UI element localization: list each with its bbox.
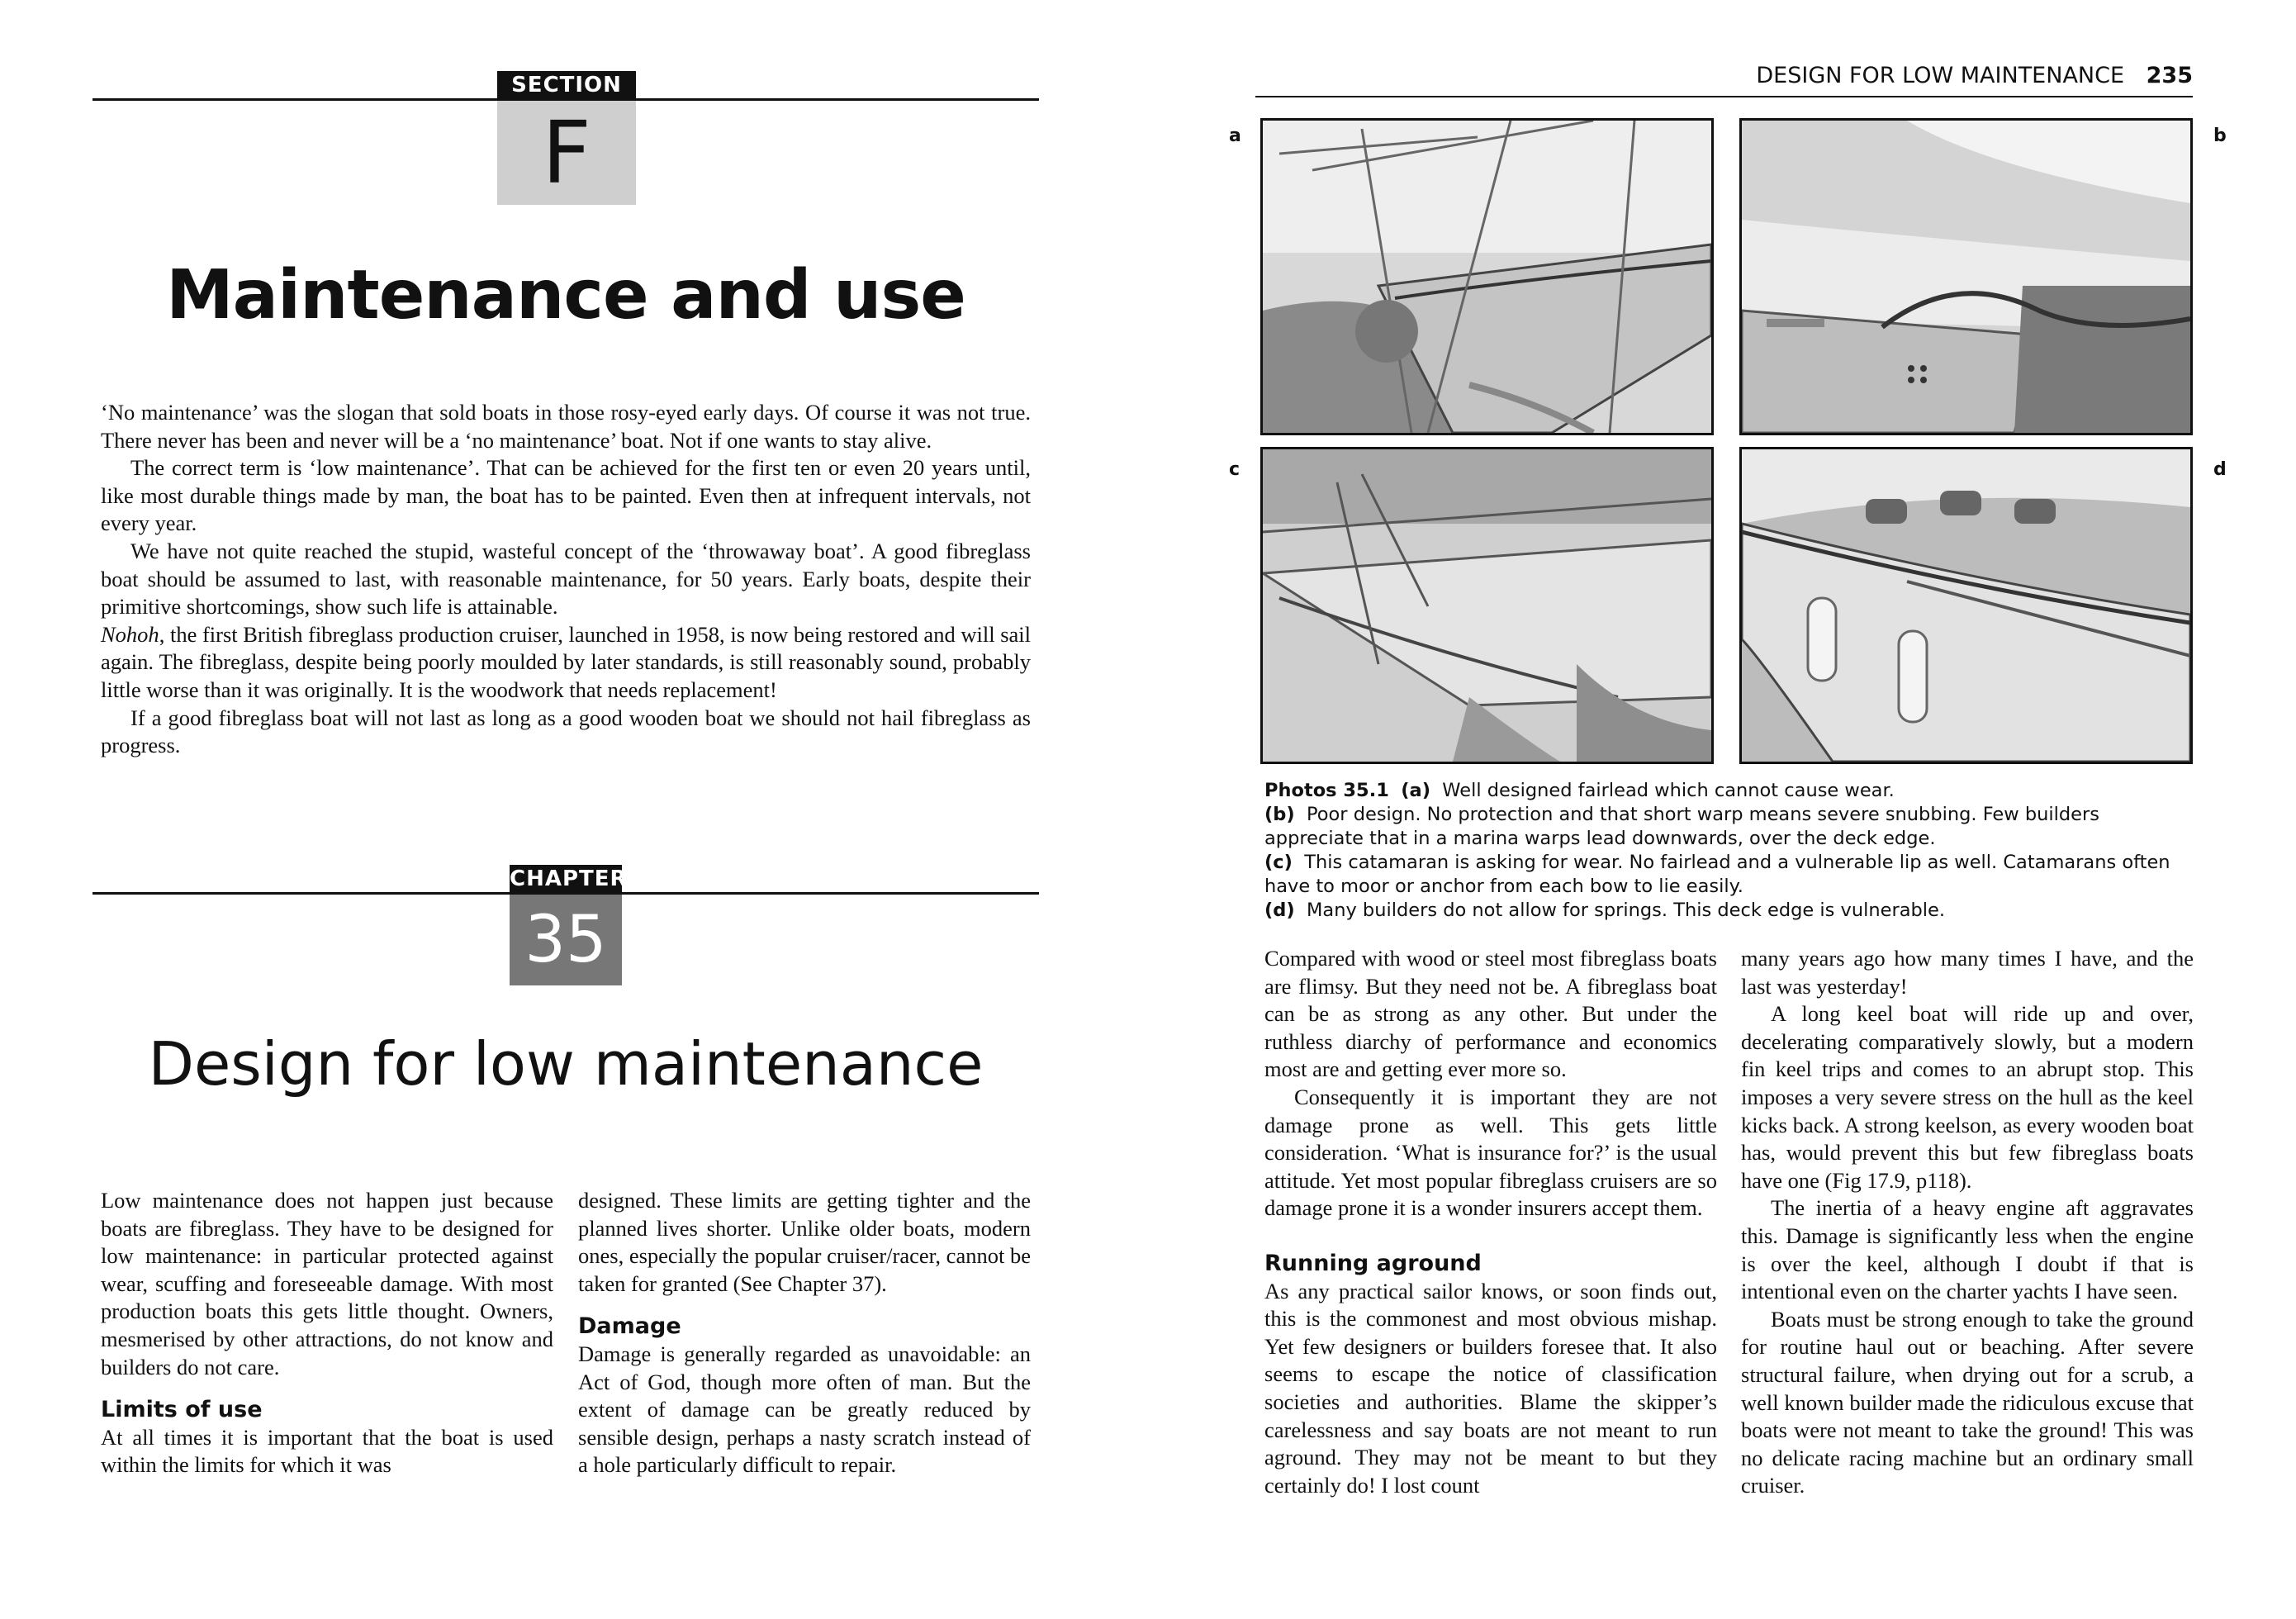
section-letter: F <box>542 102 591 203</box>
intro-text <box>101 399 1031 760</box>
intro-paragraph: The correct term is ‘low maintenance’. That can be achieved for the first ten or even 20 years until, like most durable things made by man, the boat has to be painted. Even then at infrequent intervals, not every year. <box>101 455 1031 536</box>
chapter-title: Design for low maintenance <box>148 1029 984 1099</box>
caption-line-c <box>1264 851 2194 899</box>
intro-paragraph: If a good fibreglass boat will not last as long as a good wooden boat we should not hail fibreglass as progress. <box>101 705 1031 758</box>
body-paragraph: Boats must be strong enough to take the ground for routine haul out or beaching. After severe structural failure, when drying out for a scrub, a well known builder made the ridiculous excuse that boats were not meant to take the ground! This was no delicate racing machine but an ordinary small cruiser. <box>1741 1306 2194 1498</box>
caption-text-b: Poor design. No protection and that short warp means severe snubbing. Few builders appreciate that in a marina warps lead downwards, over the deck edge. <box>1264 804 2099 849</box>
right-column-2 <box>1741 945 2194 1500</box>
intro-paragraph-nohoh-text: , the first British fibreglass production cruiser, launched in 1958, is now being restored and will sail again. The fibreglass, despite being poorly moulded by later standards, is still reasonably sound, probably little worse than it was originally. It is the woodwork that needs replacement! <box>101 621 1031 702</box>
catamaran-bow-image <box>1263 449 1711 762</box>
caption-text-c: This catamaran is asking for wear. No fairlead and a vulnerable lip as well. Catamarans often have to moor or anchor from each bow to lie easily. <box>1264 852 2170 897</box>
caption-lead: Photos 35.1 <box>1264 780 1389 801</box>
caption-text-a: Well designed fairlead which cannot cause wear. <box>1442 780 1895 801</box>
intro-paragraph: ‘No maintenance’ was the slogan that sold boats in those rosy-eyed early days. Of course it was not true. There never has been and never will be a ‘no maintenance’ boat. Not if one wants to stay alive. <box>101 400 1031 453</box>
subhead-limits-of-use: Limits of use <box>101 1397 263 1423</box>
caption-text-d: Many builders do not allow for springs. This deck edge is vulnerable. <box>1307 900 1946 921</box>
body-paragraph: Compared with wood or steel most fibreglass boats are flimsy. But they need not be. A fibreglass boat can be as strong as any other. But under the ruthless diarchy of performance and economics most are and getting ever more so. <box>1264 946 1717 1082</box>
photo-a-fairlead <box>1260 118 1714 435</box>
photo-caption <box>1264 779 2194 923</box>
body-paragraph: many years ago how many times I have, and the last was yesterday! <box>1741 946 2194 999</box>
body-paragraph: At all times it is important that the boat is used within the limits for which it was <box>101 1424 553 1478</box>
bow-fairlead-image <box>1263 121 1711 433</box>
photo-c-catamaran <box>1260 447 1714 764</box>
body-paragraph: As any practical sailor knows, or soon finds out, this is the commonest and most obvious mishap. Yet few designers or builders foresee that. It also seems to escape the notice of classification societies and authorities. Blame the skipper’s carelessness and say boats are not meant to run aground. They may not be meant to but they certainly do! I lost count <box>1264 1278 1717 1498</box>
boat-name-nohoh: Nohoh <box>101 621 159 647</box>
caption-line-b <box>1264 803 2194 851</box>
right-column-1 <box>1264 945 1717 1499</box>
body-paragraph: Consequently it is important they are not damage prone as well. This gets little consideration. ‘What is insurance for?’ is the usual attitude. Yet most popular fibreglass cruisers are so damage prone it is a wonder insurers accept them. <box>1264 1084 1717 1221</box>
body-paragraph: Damage is generally regarded as unavoidable: an Act of God, though more often of man. But the extent of damage can be greatly reduced by sensible design, perhaps a nasty scratch instead of a hole particularly difficult to repair. <box>578 1341 1031 1478</box>
page-number: 235 <box>2146 63 2193 88</box>
section-tab: SECTION <box>497 71 636 99</box>
body-paragraph: A long keel boat will ride up and over, decelerating comparatively slowly, but a modern fin keel trips and comes to an abrupt stop. This imposes a very severe stress on the hull as the keel kicks back. A strong keelson, as every wooden boat has, would prevent this but few fibreglass boats have one (Fig 17.9, p118). <box>1741 1001 2194 1193</box>
photo-label-d: d <box>2213 459 2227 480</box>
body-paragraph: Low maintenance does not happen just because boats are fibreglass. They have to be designed for low maintenance: in particular protected against wear, scuffing and foreseeable damage. With most production boats this gets little thought. Owners, mesmerised by other attractions, do not know and builders do not care. <box>101 1188 553 1379</box>
caption-label-b: (b) <box>1264 804 1295 825</box>
chapter-number-box <box>510 895 622 985</box>
hull-fenders-image <box>1742 449 2190 762</box>
subhead-running-aground: Running aground <box>1264 1250 1482 1276</box>
intro-paragraph: We have not quite reached the stupid, wasteful concept of the ‘throwaway boat’. A good fibreglass boat should be assumed to last, with reasonable maintenance, for 50 years. Early boats, despite their primitive shortcomings, show such life is attainable. <box>101 538 1031 620</box>
photo-d-deck-edge <box>1739 447 2193 764</box>
running-head <box>1255 59 2193 93</box>
left-column-2 <box>578 1187 1031 1479</box>
intro-paragraph-nohoh <box>101 621 1031 705</box>
chapter-number: 35 <box>524 903 607 977</box>
photo-label-a: a <box>1229 126 1241 146</box>
caption-label-c: (c) <box>1264 852 1293 873</box>
caption-label-d: (d) <box>1264 900 1295 921</box>
section-title: Maintenance and use <box>166 256 965 335</box>
caption-label-a: (a) <box>1401 780 1430 801</box>
subhead-damage: Damage <box>578 1313 681 1340</box>
header-rule <box>1255 96 2193 97</box>
photo-label-b: b <box>2213 126 2227 146</box>
photo-b-poor-design <box>1739 118 2193 435</box>
left-column-1 <box>101 1187 553 1479</box>
photo-label-c: c <box>1229 459 1241 480</box>
chapter-tab: CHAPTER <box>510 866 628 891</box>
hull-warp-image <box>1742 121 2190 433</box>
body-paragraph: The inertia of a heavy engine aft aggravates this. Damage is significantly less when the engine is over the keel, although I doubt if that is intentional even on the charter yachts I have seen. <box>1741 1195 2194 1304</box>
caption-line-a <box>1264 779 2194 803</box>
section-letter-box <box>497 101 636 205</box>
caption-line-d <box>1264 899 2194 923</box>
body-paragraph: designed. These limits are getting tighter and the planned lives shorter. Unlike older boats, modern ones, especially the popular cruiser/racer, cannot be taken for granted (See Chapter 37). <box>578 1188 1031 1296</box>
running-head-title: DESIGN FOR LOW MAINTENANCE <box>1756 63 2125 88</box>
